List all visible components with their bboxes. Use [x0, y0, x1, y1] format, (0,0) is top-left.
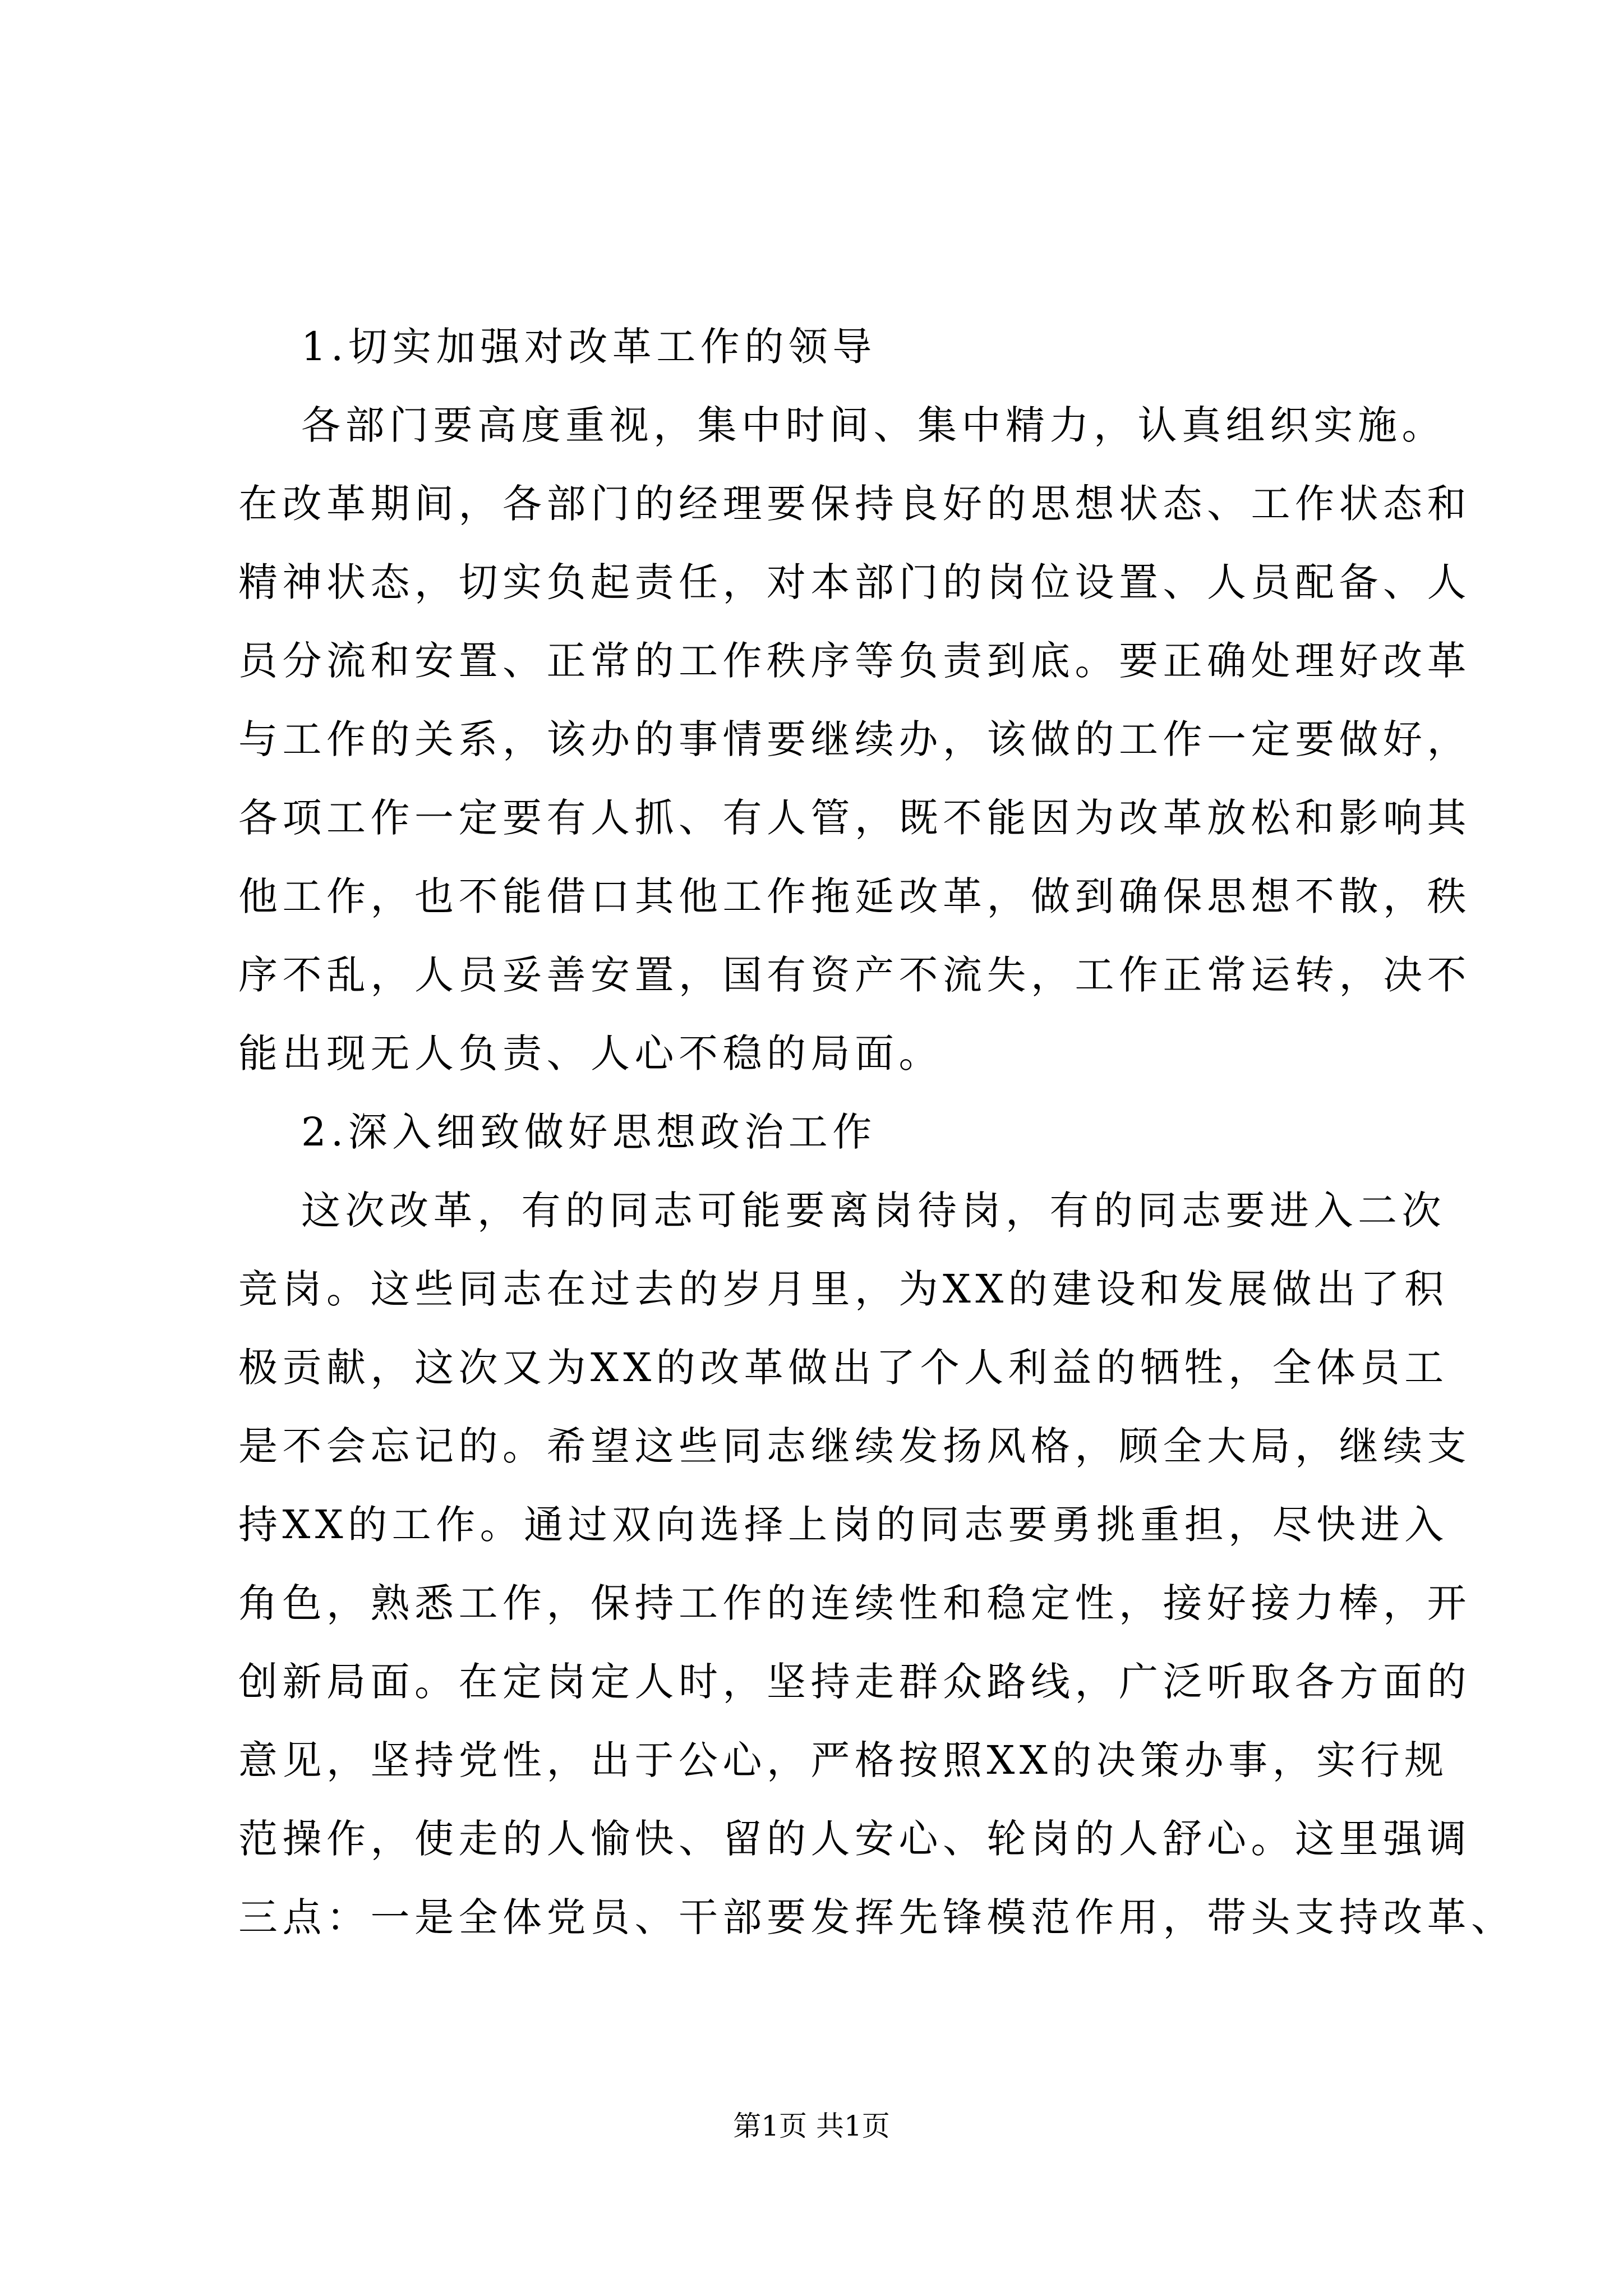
paragraph-1-line-8: 序不乱，人员妥善安置，国有资产不流失，工作正常运转，决不 [238, 952, 1471, 998]
paragraph-1-line-5: 与工作的关系，该办的事情要继续办，该做的工作一定要做好， [238, 716, 1471, 762]
paragraph-2-line-4: 是不会忘记的。希望这些同志继续发扬风格，顾全大局，继续支 [238, 1423, 1471, 1469]
paragraph-1-line-1: 各部门要高度重视，集中时间、集中精力，认真组织实施。 [301, 402, 1446, 448]
paragraph-1-line-2: 在改革期间，各部门的经理要保持良好的思想状态、工作状态和 [238, 481, 1471, 527]
paragraph-2-line-7: 创新局面。在定岗定人时，坚持走群众路线，广泛听取各方面的 [238, 1659, 1471, 1705]
page-footer: 第1页 共1页 [733, 2110, 890, 2142]
paragraph-2-line-8: 意见，坚持党性，出于公心，严格按照XX的决策办事，实行规 [238, 1737, 1449, 1783]
paragraph-2-line-1: 这次改革，有的同志可能要离岗待岗，有的同志要进入二次 [301, 1188, 1446, 1234]
paragraph-1-line-7: 他工作，也不能借口其他工作拖延改革，做到确保思想不散，秩 [238, 873, 1471, 919]
paragraph-2-line-6: 角色，熟悉工作，保持工作的连续性和稳定性，接好接力棒，开 [238, 1580, 1471, 1626]
paragraph-1-line-3: 精神状态，切实负起责任，对本部门的岗位设置、人员配备、人 [238, 559, 1471, 605]
paragraph-2-line-9: 范操作，使走的人愉快、留的人安心、轮岗的人舒心。这里强调 [238, 1816, 1471, 1862]
paragraph-2-line-5: 持XX的工作。通过双向选择上岗的同志要勇挑重担，尽快进入 [238, 1502, 1449, 1548]
paragraph-1-line-9: 能出现无人负责、人心不稳的局面。 [238, 1030, 943, 1076]
paragraph-2-line-2: 竞岗。这些同志在过去的岁月里，为XX的建设和发展做出了积 [238, 1266, 1449, 1312]
paragraph-1-line-4: 员分流和安置、正常的工作秩序等负责到底。要正确处理好改革 [238, 638, 1471, 684]
paragraph-2-line-3: 极贡献，这次又为XX的改革做出了个人利益的牺牲，全体员工 [238, 1345, 1449, 1391]
paragraph-1-line-6: 各项工作一定要有人抓、有人管，既不能因为改革放松和影响其 [238, 795, 1471, 841]
section-heading-1: 1.切实加强对改革工作的领导 [301, 324, 877, 370]
section-heading-2: 2.深入细致做好思想政治工作 [301, 1109, 877, 1155]
document-body [238, 307, 1515, 1957]
paragraph-2-line-10: 三点：一是全体党员、干部要发挥先锋模范作用，带头支持改革、 [238, 1894, 1515, 1940]
